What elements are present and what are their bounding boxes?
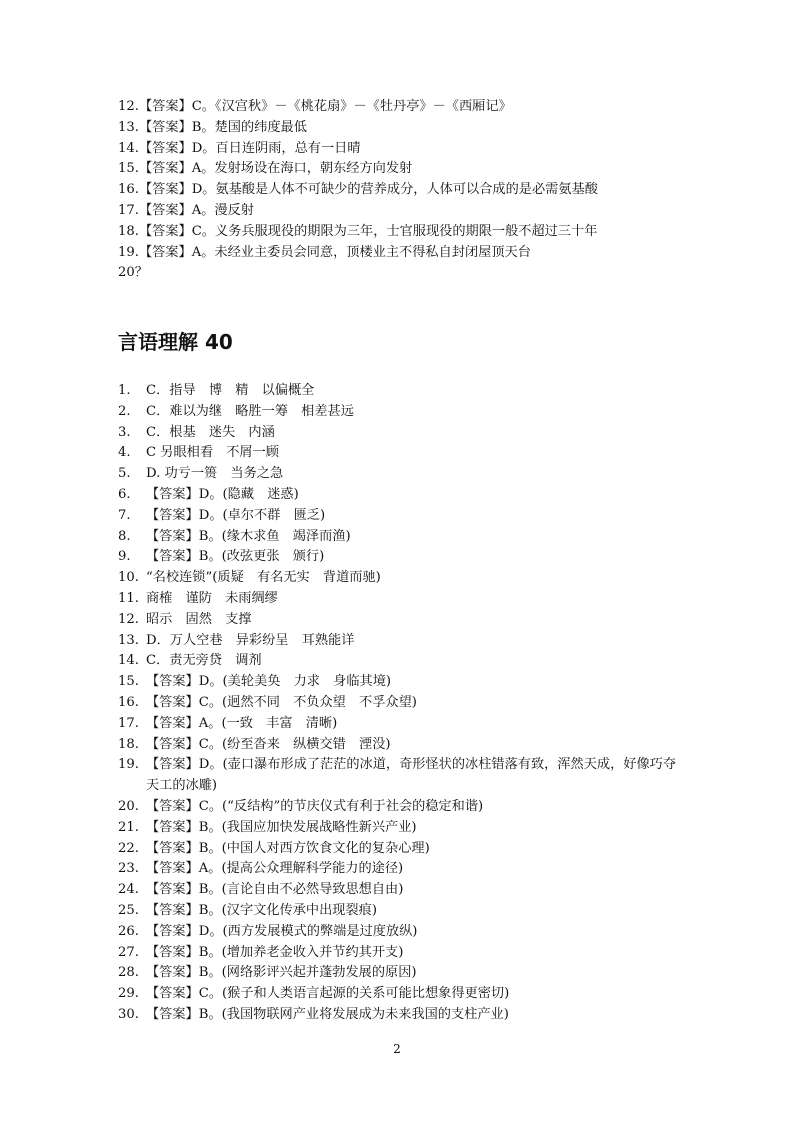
list-item — [118, 984, 688, 1005]
item-text: 昭示 固然 支撑 — [146, 611, 252, 627]
item-number: 5. — [118, 466, 131, 482]
list-item — [118, 901, 688, 922]
list-item — [118, 610, 688, 631]
item-number: 30. — [118, 1006, 139, 1022]
item-number: 19. — [118, 757, 139, 773]
list-item — [118, 464, 688, 485]
list-item — [118, 880, 688, 901]
item-number: 7. — [118, 507, 131, 523]
item-text: 【答案】D。(壶口瀑布形成了茫茫的冰道，奇形怪状的冰柱错落有致，浑然天成，好像巧夺天工的冰雕) — [146, 757, 677, 794]
item-number: 11. — [118, 590, 139, 606]
answer-line: 15.【答案】A。发射场设在海口，朝东经方向发射 — [118, 161, 413, 177]
item-number: 1. — [118, 383, 131, 398]
list-item — [118, 527, 688, 548]
list-item — [118, 381, 688, 402]
page-number: 2 — [393, 1042, 401, 1056]
item-number: 2. — [118, 403, 131, 419]
item-text: C．指导 博 精 以偏概全 — [146, 383, 315, 398]
list-item — [118, 568, 688, 589]
list-item — [118, 859, 688, 880]
answer-line: 19.【答案】A。未经业主委员会同意，顶楼业主不得私自封闭屋顶天台 — [118, 244, 531, 260]
item-text: C．责无旁贷 调剂 — [146, 653, 262, 669]
list-item — [118, 672, 688, 693]
answer-line: 18.【答案】C。义务兵服现役的期限为三年，士官服现役的期限一般不超过三十年 — [118, 223, 598, 239]
item-number: 22. — [118, 840, 139, 856]
item-number: 25. — [118, 902, 139, 918]
list-item — [118, 818, 688, 839]
item-number: 17. — [118, 715, 139, 731]
item-text: 【答案】D。(西方发展模式的弊端是过度放纵) — [146, 923, 418, 939]
list-item — [118, 506, 688, 527]
item-number: 29. — [118, 986, 139, 1002]
list-item — [118, 943, 688, 964]
item-text: 【答案】B。(增加养老金收入并节约其开支) — [146, 944, 404, 960]
list-item — [118, 589, 688, 610]
item-text: 【答案】B。(缘木求鱼 竭泽而渔) — [146, 528, 351, 544]
item-number: 14. — [118, 653, 139, 669]
list-item — [118, 423, 688, 444]
item-text: 【答案】B。(网络影评兴起并蓬勃发展的原因) — [146, 965, 417, 981]
item-number: 10. — [118, 570, 139, 586]
answer-line: 20？ — [118, 265, 148, 281]
item-number: 8. — [118, 528, 131, 544]
item-text: 【答案】B。(我国物联网产业将发展成为未来我国的支柱产业) — [146, 1006, 509, 1022]
item-text: 【答案】D。(美轮美奂 力求 身临其境) — [146, 674, 392, 690]
item-text: 【答案】B。(汉字文化传承中出现裂痕) — [146, 902, 377, 918]
list-item — [118, 922, 688, 943]
list-item — [118, 443, 688, 464]
item-text: C 另眼相看 不屑一顾 — [146, 445, 279, 461]
answer-line: 17.【答案】A。漫反射 — [118, 202, 254, 218]
list-item — [118, 714, 688, 735]
section-heading: 言语理解 40 — [118, 330, 233, 354]
item-text: 【答案】C。(迥然不同 不负众望 不孚众望) — [146, 694, 417, 710]
item-number: 9. — [118, 549, 131, 565]
item-text: D．万人空巷 异彩纷呈 耳熟能详 — [146, 632, 355, 648]
item-number: 23. — [118, 861, 139, 877]
item-text: “名校连锁”(质疑 有名无实 背道而驰) — [146, 570, 381, 586]
list-item — [118, 651, 688, 672]
list-item — [118, 547, 688, 568]
answer-list-previous-section — [118, 97, 698, 284]
item-number: 16. — [118, 694, 139, 710]
answer-line: 13.【答案】B。楚国的纬度最低 — [118, 119, 307, 135]
item-number: 12. — [118, 611, 139, 627]
list-item — [118, 485, 688, 506]
item-text: 【答案】D。(卓尔不群 匮乏) — [146, 507, 326, 523]
item-text: 【答案】B。(言论自由不必然导致思想自由) — [146, 882, 404, 898]
item-text: 【答案】A。(提高公众理解科学能力的途径) — [146, 861, 404, 877]
item-text: 【答案】B。(中国人对西方饮食文化的复杂心理) — [146, 840, 430, 856]
list-item — [118, 1005, 688, 1026]
item-number: 18. — [118, 736, 139, 752]
item-text: 【答案】D。(隐藏 迷惑) — [146, 486, 299, 502]
item-text: 【答案】C。(“反结构”的节庆仪式有利于社会的稳定和谐) — [146, 798, 484, 814]
answer-line: 16.【答案】D。氨基酸是人体不可缺少的营养成分，人体可以合成的是必需氨基酸 — [118, 182, 598, 198]
item-text: 【答案】B。(我国应加快发展战略性新兴产业) — [146, 819, 417, 835]
item-number: 4. — [118, 445, 131, 461]
item-number: 21. — [118, 819, 139, 835]
list-item — [118, 735, 688, 756]
answer-line: 12.【答案】C。《汉宫秋》－《桃花扇》－《牡丹亭》－《西厢记》 — [118, 99, 512, 114]
numbered-answer-list — [118, 381, 688, 1026]
item-number: 6. — [118, 486, 131, 502]
item-text: D. 功亏一篑 当务之急 — [146, 466, 284, 482]
list-item — [118, 839, 688, 860]
item-number: 13. — [118, 632, 139, 648]
item-number: 15. — [118, 674, 139, 690]
list-item — [118, 693, 688, 714]
item-text: 商榷 谨防 未雨绸缪 — [146, 590, 278, 606]
item-text: 【答案】C。(纷至沓来 纵横交错 湮没) — [146, 736, 391, 752]
list-item — [118, 963, 688, 984]
item-number: 27. — [118, 944, 139, 960]
item-text: C．难以为继 略胜一筹 相差甚远 — [146, 403, 354, 419]
list-item — [118, 797, 688, 818]
item-number: 28. — [118, 965, 139, 981]
item-number: 26. — [118, 923, 139, 939]
item-text: 【答案】A。(一致 丰富 清晰) — [146, 715, 338, 731]
list-item — [118, 631, 688, 652]
item-number: 20. — [118, 798, 139, 814]
answer-line: 14.【答案】D。百日连阴雨，总有一日晴 — [118, 140, 361, 156]
item-number: 3. — [118, 424, 131, 440]
item-text: C．根基 迷失 内涵 — [146, 424, 275, 440]
item-number: 24. — [118, 882, 139, 898]
item-text: 【答案】C。(猴子和人类语言起源的关系可能比想象得更密切) — [146, 986, 510, 1002]
item-text: 【答案】B。(改弦更张 颁行) — [146, 549, 325, 565]
list-item — [118, 402, 688, 423]
list-item — [118, 755, 688, 797]
